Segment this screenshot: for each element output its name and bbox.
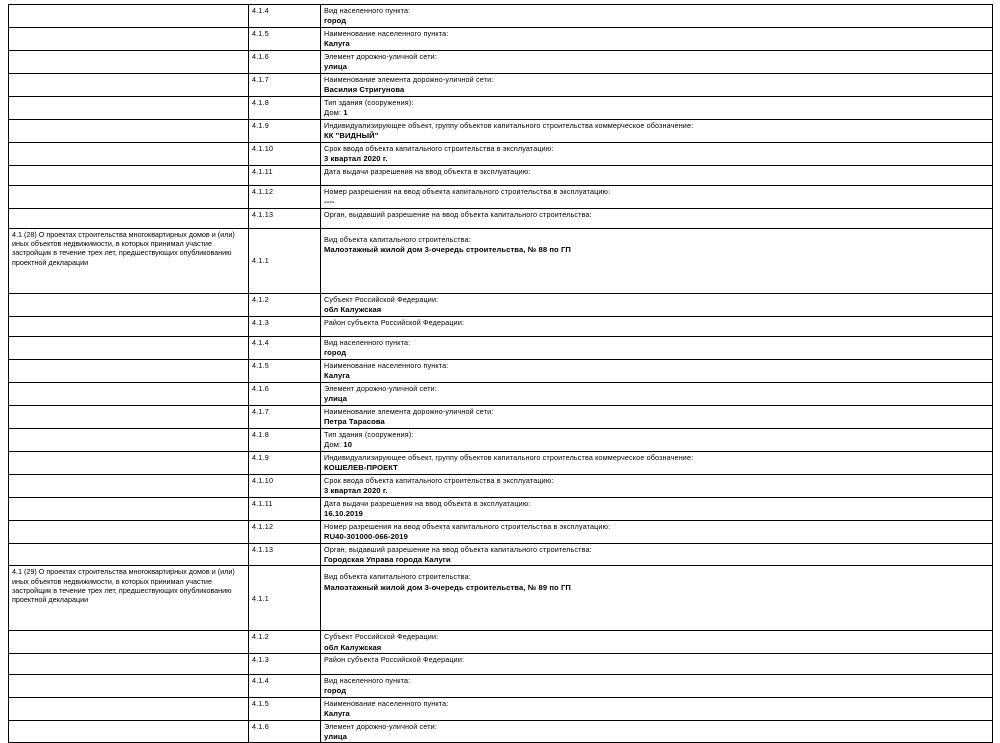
row-value: улица (324, 394, 348, 404)
row-value-cell (321, 119, 993, 142)
row-value: Петра Тарасова (324, 417, 385, 427)
table-row (9, 451, 993, 474)
table-row (9, 405, 993, 428)
row-number: 4.1.4 (249, 5, 321, 28)
row-value-cell (321, 428, 993, 451)
row-section-title (9, 474, 249, 497)
row-value: Калуга (324, 371, 350, 381)
row-number: 4.1.5 (249, 697, 321, 720)
row-section-title (9, 720, 249, 743)
row-label: Наименование населенного пункта: (324, 361, 449, 371)
row-value-bold: 10 (343, 440, 353, 450)
table-row (9, 165, 993, 185)
row-value: 3 квартал 2020 г. (324, 153, 388, 163)
table-row (9, 142, 993, 165)
table-row (9, 697, 993, 720)
row-label: Индивидуализирующее объект, группу объектов капитального строительства коммерческое обозначение: (324, 120, 694, 130)
row-value-cell (321, 520, 993, 543)
table-row (9, 185, 993, 208)
row-label: Наименование элемента дорожно-уличной сети: (324, 74, 494, 84)
row-section-title (9, 73, 249, 96)
row-number: 4.1.10 (249, 142, 321, 165)
table-row (9, 293, 993, 316)
row-value-cell (321, 208, 993, 228)
row-label: Элемент дорожно-уличной сети: (324, 51, 437, 61)
row-value: 3 квартал 2020 г. (324, 485, 388, 495)
row-value: Калуга (324, 39, 350, 49)
row-label: Тип здания (сооружения): (324, 429, 414, 439)
table-row (9, 543, 993, 566)
row-label: Субъект Российской Федерации: (324, 294, 439, 304)
row-section-title (9, 5, 249, 28)
table-row (9, 631, 993, 654)
table-row (9, 73, 993, 96)
row-value-empty (324, 665, 989, 673)
row-label: Тип здания (сооружения): (324, 97, 414, 107)
table-row (9, 119, 993, 142)
row-value: Дом: 1 (324, 107, 348, 117)
row-value: Дом: 10 (324, 440, 353, 450)
row-value: Малоэтажный жилой дом 3-очередь строительства, № 89 по ГП (324, 582, 571, 592)
row-value-cell (321, 497, 993, 520)
table-row (9, 654, 993, 674)
row-section-title (9, 428, 249, 451)
row-label: Элемент дорожно-уличной сети: (324, 383, 437, 393)
row-value-cell (321, 697, 993, 720)
row-value-cell (321, 543, 993, 566)
row-value: 16.10.2019 (324, 508, 364, 518)
row-label: Наименование населенного пункта: (324, 698, 449, 708)
row-number: 4.1.11 (249, 165, 321, 185)
row-number: 4.1.2 (249, 631, 321, 654)
table-row (9, 520, 993, 543)
row-label: Дата выдачи разрешения на ввод объекта в эксплуатацию: (324, 498, 531, 508)
row-value-cell (321, 566, 993, 631)
row-number: 4.1.13 (249, 543, 321, 566)
row-value: город (324, 16, 347, 26)
table-row-section (9, 228, 993, 293)
row-value: ---- (324, 197, 335, 206)
row-number: 4.1.8 (249, 96, 321, 119)
row-value-cell (321, 185, 993, 208)
table-row (9, 27, 993, 50)
row-label: Вид населенного пункта: (324, 338, 411, 348)
row-number: 4.1.8 (249, 428, 321, 451)
table-row (9, 316, 993, 336)
row-label: Орган, выдавший разрешение на ввод объекта капитального строительства: (324, 544, 592, 554)
row-label: Район субъекта Российской Федерации: (324, 317, 465, 327)
row-section-title (9, 631, 249, 654)
table-row (9, 474, 993, 497)
row-value-empty (324, 176, 989, 184)
row-value-cell (321, 360, 993, 383)
row-number: 4.1.5 (249, 27, 321, 50)
row-section-title (9, 451, 249, 474)
table-row (9, 360, 993, 383)
row-value-cell (321, 337, 993, 360)
table-row (9, 96, 993, 119)
row-section-title: 4.1 (29) О проектах строительства многоквартирных домов и (или) иных объектов недвижимости, в которых принимал участие застройщик в течение трех лет, предшествующих опубликованию проектной декларации (9, 566, 249, 631)
row-section-title (9, 674, 249, 697)
row-value-cell (321, 142, 993, 165)
row-label: Район субъекта Российской Федерации: (324, 655, 465, 665)
row-value-cell (321, 293, 993, 316)
row-section-title (9, 316, 249, 336)
row-number: 4.1.7 (249, 405, 321, 428)
row-value: КК "ВИДНЫЙ" (324, 130, 379, 140)
row-number: 4.1.4 (249, 337, 321, 360)
row-label: Вид объекта капитального строительства: (324, 572, 471, 582)
row-number: 4.1.9 (249, 119, 321, 142)
row-section-title (9, 27, 249, 50)
table-row (9, 674, 993, 697)
table-row (9, 497, 993, 520)
row-number: 4.1.7 (249, 73, 321, 96)
row-label: Наименование населенного пункта: (324, 28, 449, 38)
row-section-title (9, 119, 249, 142)
row-section-title (9, 543, 249, 566)
row-value: RU40-301000-066-2019 (324, 531, 408, 541)
row-number: 4.1.5 (249, 360, 321, 383)
row-value-cell (321, 73, 993, 96)
row-label: Наименование элемента дорожно-уличной сети: (324, 406, 494, 416)
table-row (9, 382, 993, 405)
row-section-title (9, 337, 249, 360)
document-page (0, 4, 1000, 741)
row-value: Василия Стригунова (324, 85, 405, 95)
row-label: Индивидуализирующее объект, группу объектов капитального строительства коммерческое обозначение: (324, 452, 694, 462)
row-number: 4.1.11 (249, 497, 321, 520)
row-value-cell (321, 405, 993, 428)
row-section-title (9, 165, 249, 185)
row-value-cell (321, 5, 993, 28)
row-label: Вид населенного пункта: (324, 6, 411, 15)
row-number: 4.1.1 (249, 228, 321, 293)
row-number: 4.1.2 (249, 293, 321, 316)
row-value-cell (321, 228, 993, 293)
row-section-title (9, 208, 249, 228)
row-value: КОШЕЛЕВ-ПРОЕКТ (324, 463, 398, 472)
row-number: 4.1.10 (249, 474, 321, 497)
row-label: Элемент дорожно-уличной сети: (324, 721, 437, 731)
row-value: обл Калужская (324, 305, 382, 315)
row-value-cell (321, 27, 993, 50)
row-section-title (9, 382, 249, 405)
row-value-cell (321, 674, 993, 697)
row-value-cell (321, 720, 993, 743)
row-label: Субъект Российской Федерации: (324, 632, 439, 642)
table-row (9, 5, 993, 28)
row-number: 4.1.12 (249, 520, 321, 543)
row-label: Срок ввода объекта капитального строительства в эксплуатацию: (324, 475, 554, 485)
row-section-title (9, 293, 249, 316)
row-section-title (9, 520, 249, 543)
row-label: Номер разрешения на ввод объекта капитального строительства в эксплуатацию: (324, 186, 611, 196)
row-value: город (324, 685, 347, 695)
row-number: 4.1.13 (249, 208, 321, 228)
row-section-title (9, 360, 249, 383)
row-label: Орган, выдавший разрешение на ввод объекта капитального строительства: (324, 209, 592, 219)
row-section-title (9, 697, 249, 720)
row-value-empty (324, 327, 989, 335)
row-number: 4.1.6 (249, 50, 321, 73)
row-value-cell (321, 654, 993, 674)
row-label: Дата выдачи разрешения на ввод объекта в эксплуатацию: (324, 166, 531, 176)
row-value: Калуга (324, 708, 350, 718)
row-value: улица (324, 62, 348, 72)
table-row (9, 50, 993, 73)
row-value-cell (321, 50, 993, 73)
row-number: 4.1.9 (249, 451, 321, 474)
row-value-cell (321, 474, 993, 497)
row-number: 4.1.3 (249, 316, 321, 336)
row-value: Городская Управа города Калуги (324, 554, 451, 564)
row-label: Срок ввода объекта капитального строительства в эксплуатацию: (324, 143, 554, 153)
table-row (9, 720, 993, 743)
row-section-title (9, 185, 249, 208)
row-value-cell (321, 631, 993, 654)
row-section-title (9, 142, 249, 165)
row-value-bold: 1 (343, 107, 348, 117)
row-number: 4.1.6 (249, 720, 321, 743)
row-label: Вид населенного пункта: (324, 675, 411, 685)
row-value: город (324, 348, 347, 358)
row-section-title (9, 96, 249, 119)
row-value-cell (321, 316, 993, 336)
row-number: 4.1.1 (249, 566, 321, 631)
row-section-title (9, 654, 249, 674)
row-section-title (9, 405, 249, 428)
row-number: 4.1.3 (249, 654, 321, 674)
row-value: Малоэтажный жилой дом 3-очередь строительства, № 88 по ГП (324, 245, 571, 255)
table-row (9, 337, 993, 360)
row-number: 4.1.4 (249, 674, 321, 697)
row-label: Номер разрешения на ввод объекта капитального строительства в эксплуатацию: (324, 521, 611, 531)
table-row-section (9, 566, 993, 631)
declaration-table (8, 4, 993, 743)
row-value-cell (321, 451, 993, 474)
table-row (9, 208, 993, 228)
row-value-cell (321, 382, 993, 405)
row-value-empty (324, 219, 989, 227)
row-label: Вид объекта капитального строительства: (324, 234, 471, 244)
row-section-title: 4.1 (28) О проектах строительства многоквартирных домов и (или) иных объектов недвижимости, в которых принимал участие застройщик в течение трех лет, предшествующих опубликованию проектной декларации (9, 228, 249, 293)
row-section-title (9, 497, 249, 520)
row-number: 4.1.6 (249, 382, 321, 405)
row-value: обл Калужская (324, 642, 382, 652)
row-value-cell (321, 165, 993, 185)
row-value-cell (321, 96, 993, 119)
table-row (9, 428, 993, 451)
row-section-title (9, 50, 249, 73)
row-number: 4.1.12 (249, 185, 321, 208)
row-value: улица (324, 731, 348, 741)
